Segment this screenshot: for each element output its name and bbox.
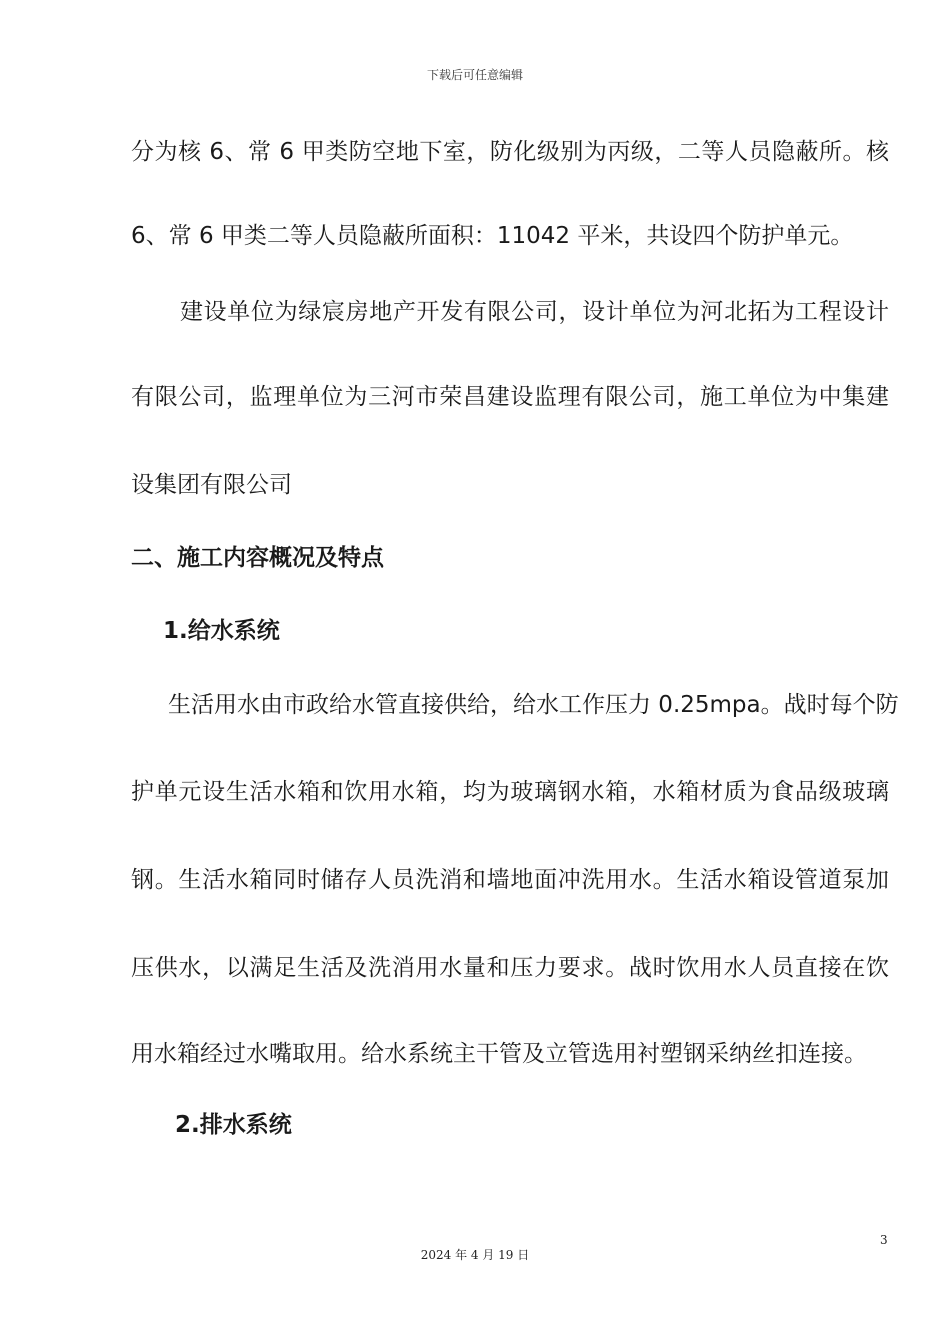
- body-line-2: 6、常 6 甲类二等人员隐蔽所面积：11042 平米，共设四个防护单元。: [131, 223, 854, 249]
- body-line-10: 用水箱经过水嘴取用。给水系统主干管及立管选用衬塑钢采纳丝扣连接。: [131, 1041, 867, 1067]
- body-line-6: 生活用水由市政给水管直接供给，给水工作压力 0.25mpa。战时每个防: [168, 692, 899, 718]
- section-heading: 二、施工内容概况及特点: [131, 545, 384, 571]
- body-line-9: 压供水，以满足生活及洗消用水量和压力要求。战时饮用水人员直接在饮: [131, 955, 889, 981]
- body-line-8: 钢。生活水箱同时储存人员洗消和墙地面冲洗用水。生活水箱设管道泵加: [131, 867, 889, 893]
- page-number: 3: [880, 1233, 888, 1247]
- body-line-5: 设集团有限公司: [131, 472, 292, 498]
- body-line-1: 分为核 6、常 6 甲类防空地下室，防化级别为丙级，二等人员隐蔽所。核: [131, 139, 889, 165]
- subsection-heading-drainage: 2.排水系统: [175, 1112, 292, 1138]
- header-note: 下载后可任意编辑: [426, 68, 523, 82]
- body-line-3: 建设单位为绿宸房地产开发有限公司，设计单位为河北拓为工程设计: [180, 299, 889, 325]
- subsection-heading-water-supply: 1.给水系统: [163, 618, 280, 644]
- body-line-4: 有限公司，监理单位为三河市荣昌建设监理有限公司，施工单位为中集建: [131, 384, 889, 410]
- footer-date: 2024 年 4 月 19 日: [420, 1248, 530, 1262]
- body-line-7: 护单元设生活水箱和饮用水箱，均为玻璃钢水箱，水箱材质为食品级玻璃: [131, 779, 889, 805]
